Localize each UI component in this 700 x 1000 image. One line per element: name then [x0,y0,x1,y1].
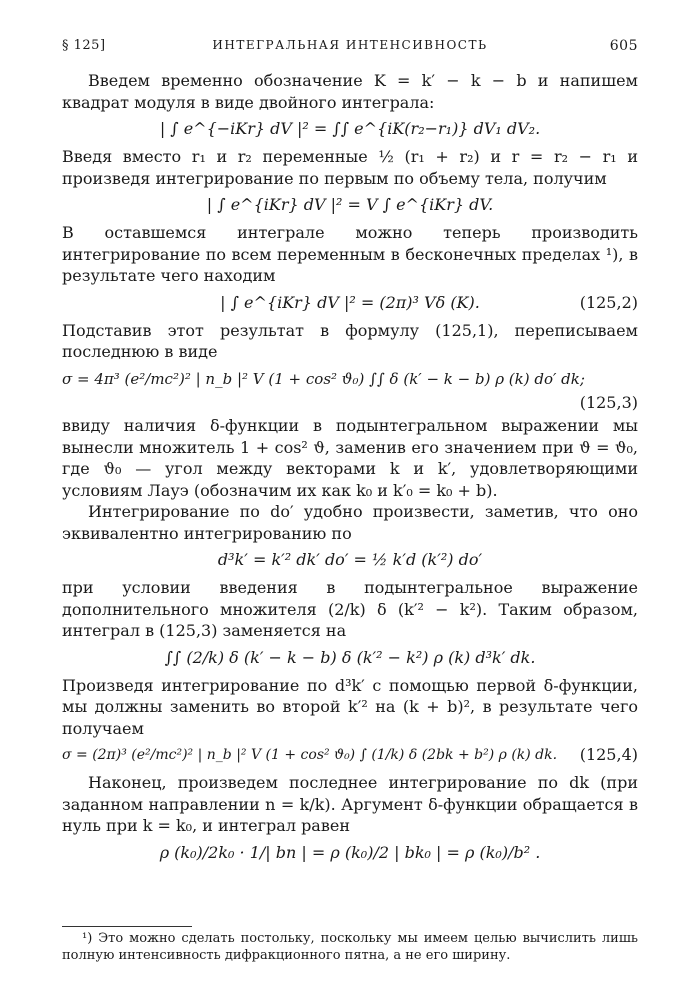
equation-number-125-4: (125,4) [579,745,638,764]
paragraph-7: при условии введения в подынтегральное выражение дополнительного множителя (2/k) δ (k′² − k²). Таким образом, интеграл в (125,3) заменяется на [62,578,638,640]
equation-number-125-2: (125,2) [579,292,638,312]
running-header [62,38,638,58]
equation-3-row [62,290,638,316]
equation-1: | ∫ e^{−iKr} dV |² = ∫∫ e^{iK(r₂−r₁)} dV₁ dV₂. [159,119,541,138]
equation-7: σ = (2π)³ (e²/mc²)² | n_b |² V (1 + cos² ϑ₀) ∫ (1/k) δ (2bk + b²) ρ (k) dk. [62,747,558,763]
paragraph-8: Произведя интегрирование по d³k′ с помощью первой δ-функции, мы должны заменить во второй k′² на (k + b)², в результате чего получаем [62,675,638,738]
page-number: 605 [609,38,638,54]
equation-number-125-3: (125,3) [579,392,638,412]
running-title: ИНТЕГРАЛЬНАЯ ИНТЕНСИВНОСТЬ [212,38,488,52]
page-body [62,70,638,870]
paragraph-1: Введем временно обозначение K = k′ − k − b и напишем квадрат модуля в виде двойного интеграла: [62,71,638,112]
equation-2: | ∫ e^{iKr} dV |² = V ∫ e^{iKr} dV. [206,195,494,214]
footnote-divider [62,926,192,927]
section-ref: § 125] [62,38,106,53]
equation-4: σ = 4π³ (e²/mc²)² | n_b |² V (1 + cos² ϑ₀) ∫∫ δ (k′ − k − b) ρ (k) do′ dk; [62,369,585,388]
paragraph-6: Интегрирование по do′ удобно произвести, заметив, что оно эквивалентно интегрированию по [62,502,638,543]
paragraph-9: Наконец, произведем последнее интегрирование по dk (при заданном направлении n = k/k). Аргумент δ-функции обращается в нуль при k = k₀, и интеграл равен [62,773,638,835]
equation-8: ρ (k₀)/2k₀ · 1/| bn | = ρ (k₀)/2 | bk₀ | = ρ (k₀)/b² . [159,842,541,862]
equation-5: d³k′ = k′² dk′ do′ = ½ k′d (k′²) do′ [217,550,483,569]
paragraph-3: В оставшемся интеграле можно теперь производить интегрирование по всем переменным в бесконечных пределах ¹), в результате чего находим [62,223,638,285]
paragraph-4: Подставив этот результат в формулу (125,1), переписываем последнюю в виде [62,320,638,361]
footnote: ¹) Это можно сделать постольку, поскольку мы имеем целью вычислить лишь полную интенсивность дифракционного пятна, а не его ширину. [62,931,638,963]
equation-7-row [62,742,638,768]
paragraph-2: Введя вместо r₁ и r₂ переменные ½ (r₁ + r₂) и r = r₂ − r₁ и произведя интегрирование по первым по объему тела, получим [62,147,638,188]
equation-3: | ∫ e^{iKr} dV |² = (2π)³ Vδ (K). [220,292,480,312]
equation-6: ∫∫ (2/k) δ (k′ − k − b) δ (k′² − k²) ρ (k) d³k′ dk. [164,647,536,667]
paragraph-5: ввиду наличия δ-функции в подынтегральном выражении мы вынесли множитель 1 + cos² ϑ, заменив его значением при ϑ = ϑ₀, где ϑ₀ — угол между векторами k и k′, удовлетворяющими условиям Лауэ (обозначим их как k₀ и k′₀ = k₀ + b). [62,416,638,500]
